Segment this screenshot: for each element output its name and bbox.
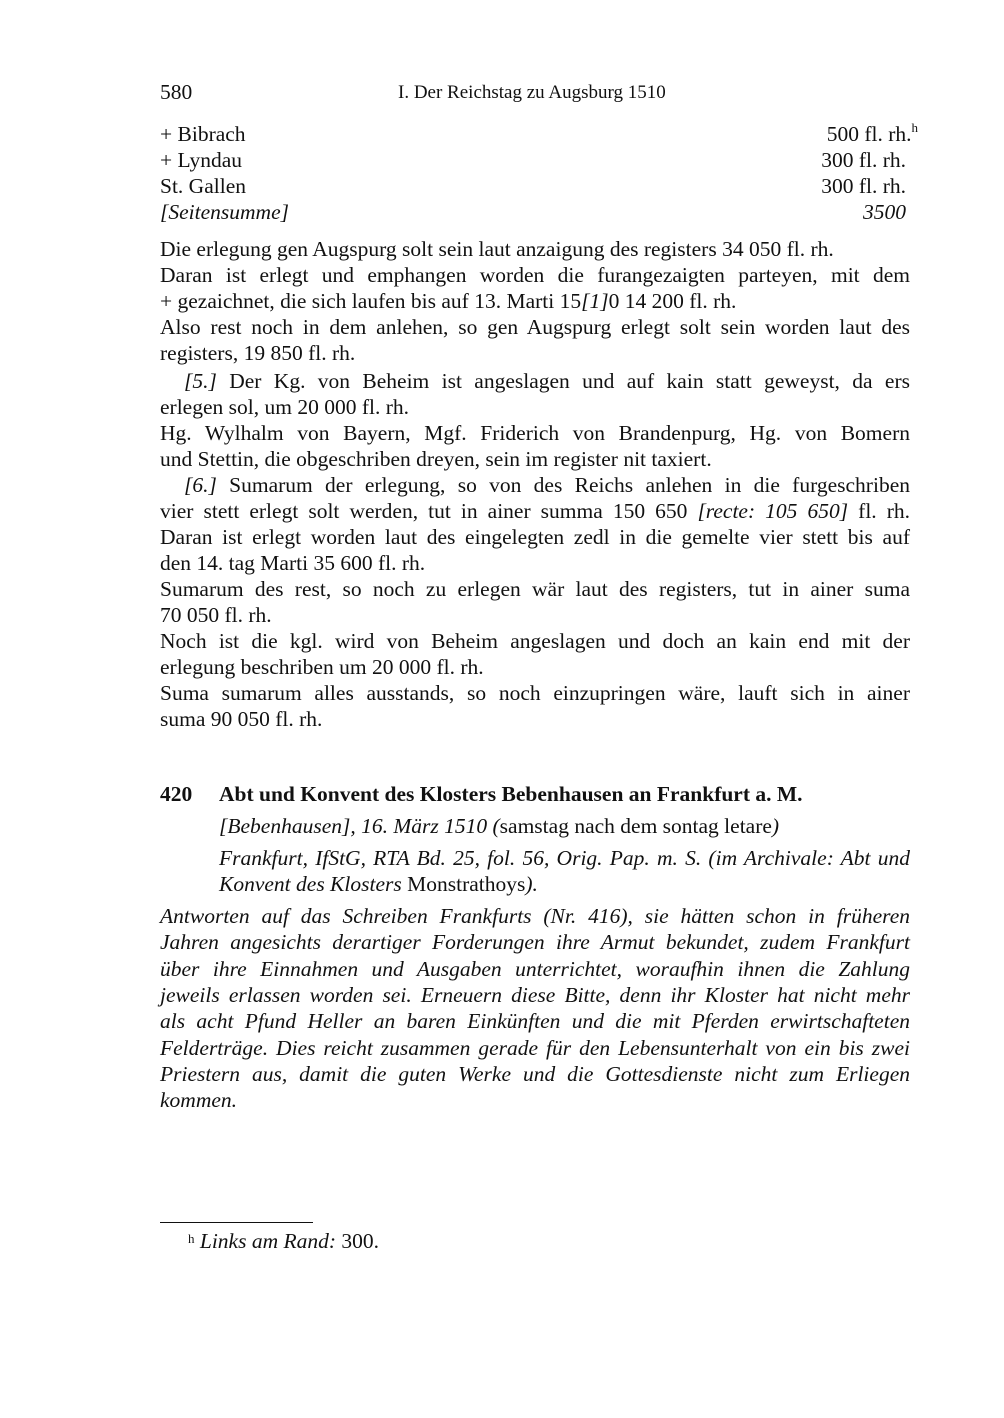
text-segment: fl. rh. — [848, 499, 910, 523]
text-segment: 0 14 200 fl. rh. — [608, 289, 737, 313]
summary-line — [160, 929, 910, 955]
summary-line — [160, 1035, 910, 1061]
text-segment: erlegen sol, um 20 000 fl. rh. — [160, 395, 409, 419]
text-segment: [6.] — [184, 473, 217, 497]
text-segment: suma 90 050 fl. rh. — [160, 707, 323, 731]
text-segment: ) — [771, 814, 780, 838]
text-segment: Frankfurt, IfStG, RTA Bd. 25, fol. 56, Orig. Pap. m. S. (im Archivale: Abt und — [219, 846, 910, 870]
text-line — [160, 524, 910, 550]
value-text: 300 fl. rh. — [821, 174, 906, 198]
running-header — [160, 80, 910, 106]
row-label: + Bibrach — [160, 122, 246, 146]
text-segment: Daran ist erlegt worden laut des eingelegten zedl in die gemelte vier stett bis auf — [160, 525, 910, 549]
date-line — [219, 813, 910, 839]
text-line — [160, 314, 910, 340]
text-segment: 70 050 fl. rh. — [160, 603, 272, 627]
running-title: I. Der Reichstag zu Augsburg 1510 — [398, 82, 666, 103]
summary-line — [160, 903, 910, 929]
table-row — [160, 200, 906, 226]
footnote-mark: h — [188, 1231, 195, 1246]
text-line — [160, 420, 910, 446]
page-number: 580 — [160, 80, 193, 104]
text-segment: Sumarum der erlegung, so von des Reichs anlehen in die furgeschriben — [216, 473, 910, 497]
text-segment: als acht Pfund Heller an baren Einkünften und die mit Pferden erwirtschafteten — [160, 1009, 910, 1034]
footnote-rule — [160, 1222, 313, 1223]
text-line — [160, 706, 910, 732]
text-segment: vier stett erlegt solt werden, tut in ainer summa 150 650 — [160, 499, 698, 523]
table-row — [160, 148, 906, 174]
text-segment: Also rest noch in dem anlehen, so gen Augspurg erlegt solt sein worden laut des — [160, 315, 910, 339]
summary-line — [160, 956, 910, 982]
footnote-ref: h — [911, 120, 918, 135]
summary-line — [160, 982, 910, 1008]
row-value — [821, 174, 906, 199]
text-line — [160, 340, 910, 366]
text-segment: Felderträge. Dies reicht zusammen gerade für den Lebensunterhalt von ein bis zwei — [160, 1035, 910, 1060]
summary-line — [160, 1008, 910, 1034]
footnote-label: Links am Rand: — [199, 1229, 337, 1253]
text-segment: [recte: 105 650] — [697, 499, 849, 523]
text-segment: Jahren angesichts derartiger Forderungen ihre Armut bekundet, zudem Frankfurt — [160, 930, 910, 955]
text-segment: Die erlegung gen Augspurg solt sein laut anzaigung des registers 34 050 fl. rh. — [160, 237, 834, 261]
text-line — [160, 550, 910, 576]
text-segment: [1] — [581, 289, 609, 313]
text-segment: und Stettin, die obgeschriben dreyen, sein im register nit taxiert. — [160, 447, 712, 471]
text-line — [160, 602, 910, 628]
document-heading — [160, 782, 803, 807]
text-segment: Suma sumarum alles ausstands, so noch einzupringen wäre, lauft sich in ainer — [160, 681, 910, 705]
text-line — [160, 498, 910, 524]
text-segment: samstag nach dem sontag letare — [499, 814, 772, 838]
text-line — [160, 236, 910, 262]
row-label: [Seitensumme] — [160, 200, 289, 224]
text-line — [160, 654, 910, 680]
document-title: Abt und Konvent des Klosters Bebenhausen an Frankfurt a. M. — [219, 782, 803, 806]
table-row — [160, 174, 906, 200]
row-value — [863, 200, 906, 225]
footnote-text: 300. — [336, 1229, 380, 1253]
text-segment: Der Kg. von Beheim ist angeslagen und auf kain statt geweyst, da ers — [216, 369, 910, 393]
text-segment: [5.] — [184, 369, 217, 393]
row-label: St. Gallen — [160, 174, 246, 198]
text-line — [160, 394, 910, 420]
row-value — [827, 122, 918, 147]
text-segment: Priestern aus, damit die guten Werke und die Gottesdienste nicht zum Erliegen — [160, 1061, 910, 1086]
text-segment: den 14. tag Marti 35 600 fl. rh. — [160, 551, 426, 575]
text-segment: Monstrathoys — [407, 872, 526, 896]
text-line — [160, 576, 910, 602]
value-text: 3500 — [863, 200, 906, 224]
text-segment: Sumarum des rest, so noch zu erlegen wär laut des registers, tut in ainer suma — [160, 577, 910, 601]
text-segment: Daran ist erlegt und emphangen worden die furangezaigten parteyen, mit dem — [160, 263, 910, 287]
text-line — [160, 628, 910, 654]
text-segment: ). — [525, 872, 538, 896]
source-line — [219, 871, 910, 897]
text-segment: Konvent des Klosters — [219, 872, 408, 896]
value-text: 500 fl. rh. — [826, 122, 912, 146]
text-line — [160, 262, 910, 288]
value-text: 300 fl. rh. — [821, 148, 906, 172]
summary-line — [160, 1087, 910, 1113]
table-row — [160, 120, 918, 148]
row-value — [821, 148, 906, 173]
text-segment: jeweils erlassen worden sei. Erneuern diese Bitte, denn ihr Kloster hat nicht mehr — [160, 982, 910, 1007]
text-segment: über ihre Einnahmen und Ausgaben unterrichtet, woraufhin ihnen die Zahlung — [160, 956, 910, 981]
row-label: + Lyndau — [160, 148, 242, 172]
text-line — [160, 446, 910, 472]
footnote — [188, 1228, 379, 1254]
text-segment: kommen. — [160, 1088, 238, 1113]
text-line — [184, 368, 910, 394]
text-line — [160, 680, 910, 706]
document-number: 420 — [160, 782, 193, 806]
source-line — [219, 845, 910, 871]
text-segment: Antworten auf das Schreiben Frankfurts (Nr. 416), sie hätten schon in früheren — [160, 904, 910, 928]
text-segment: Hg. Wylhalm von Bayern, Mgf. Friderich von Brandenpurg, Hg. von Bomern — [160, 421, 910, 445]
text-segment: + gezaichnet, die sich laufen bis auf 13. Marti 15 — [160, 289, 582, 313]
text-line — [184, 472, 910, 498]
text-segment: registers, 19 850 fl. rh. — [160, 341, 356, 365]
text-segment: Noch ist die kgl. wird von Beheim angeslagen und doch an kain end mit der — [160, 629, 910, 653]
text-segment: [Bebenhausen], 16. März 1510 ( — [219, 814, 500, 838]
text-segment: erlegung beschriben um 20 000 fl. rh. — [160, 655, 484, 679]
text-line — [160, 288, 910, 314]
summary-line — [160, 1061, 910, 1087]
